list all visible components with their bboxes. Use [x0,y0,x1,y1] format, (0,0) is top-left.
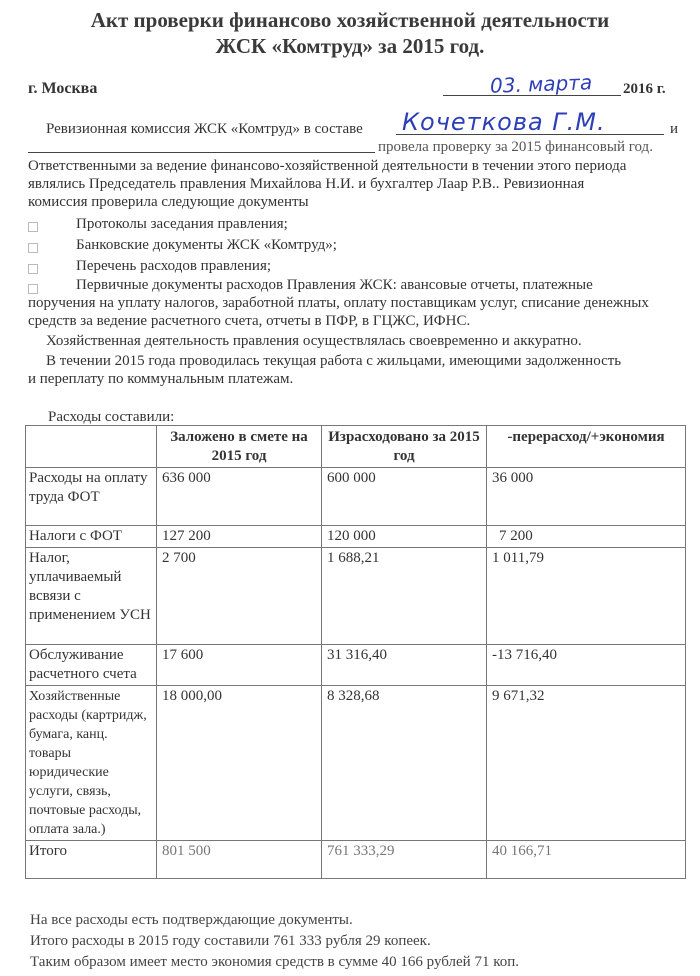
diff-cell: 9 671,32 [487,686,686,841]
header-cell: Заложено в смете на 2015 год [157,426,322,468]
spent-cell: 8 328,68 [322,686,487,841]
bullet-item: Первичные документы расходов Правления ЖСК: авансовые отчеты, платежные [76,277,593,293]
planned-cell: 18 000,00 [157,686,322,841]
commission-text: Ревизионная комиссия ЖСК «Комтруд» в составе [46,121,363,137]
document-title-line1: Акт проверки финансово хозяйственной деятельности [90,8,610,32]
planned-cell: 17 600 [157,645,322,686]
header-cell: Израсходовано за 2015 год [322,426,487,468]
diff-cell: 7 200 [487,526,686,548]
spent-cell: 761 333,29 [322,841,487,879]
and-word: и [670,121,679,137]
diff-cell: 36 000 [487,468,686,526]
date-year: 2016 г. [623,81,666,97]
diff-cell: 1 011,79 [487,548,686,645]
row-name: Расходы на оплату труда ФОТ [26,468,157,526]
table-row [26,548,686,645]
bullet-continuation: средств за ведение расчетного счета, отчеты в ПФР, в ГЦЖС, ИФНС. [28,313,471,329]
bullet-box [28,261,38,279]
table-row [26,468,686,526]
date-handwritten: 03. марта [489,70,593,98]
spent-cell: 600 000 [322,468,487,526]
spent-cell: 31 316,40 [322,645,487,686]
bullet-item: Банковские документы ЖСК «Комтруд»; [76,237,337,253]
spent-cell: 120 000 [322,526,487,548]
planned-cell: 127 200 [157,526,322,548]
check-text: провела проверку за 2015 финансовый год. [378,139,653,155]
footer-line: На все расходы есть подтверждающие документы. [30,912,353,928]
bullet-item: Протоколы заседания правления; [76,216,288,232]
residents-work-line: и переплату по коммунальным платежам. [28,371,294,387]
table-header-row [26,426,686,468]
bullet-continuation: поручения на уплату налогов, заработной платы, оплату поставщикам услуг, списание денежных [28,295,649,311]
expenses-caption: Расходы составили: [48,409,175,425]
table-row [26,526,686,548]
bullet-item: Перечень расходов правления; [76,258,272,274]
second-member-underline [28,152,375,153]
table-row-total [26,841,686,879]
table-row [26,645,686,686]
header-cell [26,426,157,468]
planned-cell: 636 000 [157,468,322,526]
expenses-table [25,425,686,879]
header-cell: -перерасход/+экономия [487,426,686,468]
footer-line: Таким образом имеет место экономия средств в сумме 40 166 рублей 71 коп. [30,954,520,970]
footer-line: Итого расходы в 2015 году составили 761 333 рубля 29 копеек. [30,933,431,949]
table-row [26,686,686,841]
bullet-box [28,240,38,258]
spent-cell: 1 688,21 [322,548,487,645]
member-handwritten: Кочеткова Г.М. [402,108,606,136]
row-name: Хозяйственные расходы (картридж, бумага, канц. товары юридические услуги, связь, почтовые расходы, оплата зала.) [26,686,157,841]
diff-cell: 40 166,71 [487,841,686,879]
planned-cell: 2 700 [157,548,322,645]
paragraph-line: являлись Председатель правления Михайлова Н.И. и бухгалтер Лаар Р.В.. Ревизионная [28,176,585,192]
row-name: Налог, уплачиваемый всвязи с применением УСН [26,548,157,645]
row-name: Налоги с ФОТ [26,526,157,548]
paragraph-line: Ответственными за ведение финансово-хозяйственной деятельности в течении этого периода [28,158,627,174]
row-name: Итого [26,841,157,879]
row-name: Обслуживание расчетного счета [26,645,157,686]
document-title-line2: ЖСК «Комтруд» за 2015 год. [215,34,485,58]
residents-work-line: В течении 2015 года проводилась текущая работа с жильцами, имеющими задолженность [46,353,622,369]
city: г. Москва [28,80,98,97]
diff-cell: -13 716,40 [487,645,686,686]
planned-cell: 801 500 [157,841,322,879]
bullet-box [28,219,38,237]
paragraph-line: комиссия проверила следующие документы [28,194,309,210]
activity-statement: Хозяйственная деятельность правления осуществлялась своевременно и аккуратно. [46,333,582,349]
